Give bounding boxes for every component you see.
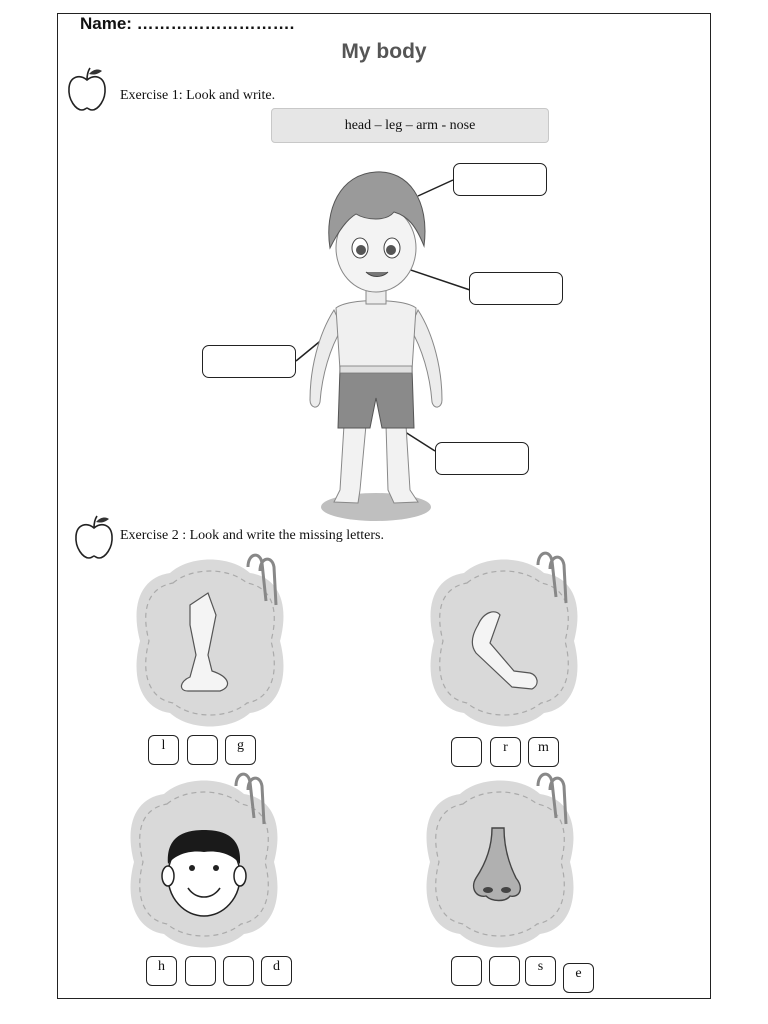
exercise1-instruction: Exercise 1: Look and write. xyxy=(120,88,276,103)
name-field-label: Name: ………………………. xyxy=(80,14,295,33)
letter-box[interactable] xyxy=(451,956,482,986)
word-bank: head – leg – arm - nose xyxy=(271,108,549,143)
nose-picture-card xyxy=(410,766,590,958)
answer-box-arm[interactable] xyxy=(202,345,296,378)
letter-box[interactable]: s xyxy=(525,956,556,986)
head-picture-card xyxy=(114,766,294,958)
letter-box[interactable]: d xyxy=(261,956,292,986)
arm-picture-card xyxy=(414,545,594,737)
answer-box-leg[interactable] xyxy=(435,442,529,475)
leg-picture-card xyxy=(120,545,300,737)
letter-box[interactable] xyxy=(185,956,216,986)
letter-box[interactable]: l xyxy=(148,735,179,765)
answer-box-head[interactable] xyxy=(453,163,547,196)
boy-illustration xyxy=(296,160,456,525)
page-title: My body xyxy=(341,40,427,63)
letter-box[interactable]: h xyxy=(146,956,177,986)
letter-box[interactable] xyxy=(187,735,218,765)
letter-box[interactable]: r xyxy=(490,737,521,767)
exercise2-instruction: Exercise 2 : Look and write the missing letters. xyxy=(120,528,384,543)
letter-box[interactable]: g xyxy=(225,735,256,765)
answer-box-nose[interactable] xyxy=(469,272,563,305)
letter-box[interactable]: m xyxy=(528,737,559,767)
apple-icon xyxy=(73,514,115,562)
letter-box[interactable] xyxy=(451,737,482,767)
letter-box[interactable] xyxy=(489,956,520,986)
letter-box[interactable]: e xyxy=(563,963,594,993)
letter-box[interactable] xyxy=(223,956,254,986)
